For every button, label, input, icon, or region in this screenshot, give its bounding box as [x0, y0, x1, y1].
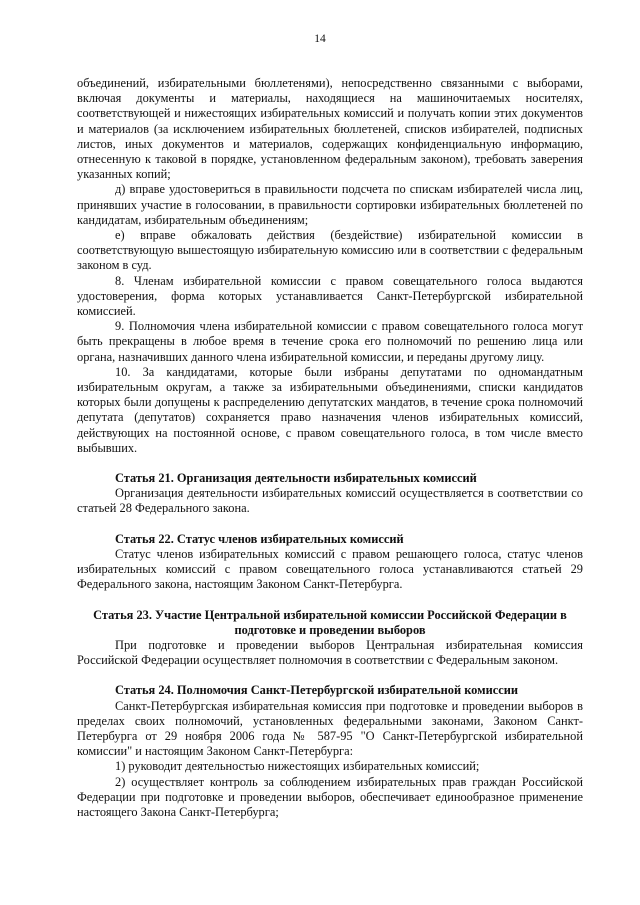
body-paragraph: объединений, избирательными бюллетенями), непосредственно связанными с выборами, включая документы и материалы, находящиеся на машиночитаемых носителях, соответствующей и нижестоящих избирательных комиссий и получать копии этих документов и материалов (за исключением избирательных бюллетеней, списков избирателей, подписных листов, иных документов и материалов, содержащих конфиденциальную информацию, отнесенную к таковой в порядке, установленном федеральным законом), требовать заверения указанных копий;	[77, 76, 583, 182]
body-paragraph: Санкт-Петербургская избирательная комиссия при подготовке и проведении выборов в пределах своих полномочий, установленных федеральными законами, Законом Санкт-Петербурга от 29 ноября 2006 года № 587-95 "О Санкт-Петербургской избирательной комиссии" и настоящим Законом Санкт-Петербурга:	[77, 698, 583, 759]
body-paragraph: 9. Полномочия члена избирательной комиссии с правом совещательного голоса могут быть прекращены в любое время в течение срока его полномочий по решению лица или органа, назначивших данного члена избирательной комиссии, и переданы другому лицу.	[77, 319, 583, 364]
page-number: 14	[314, 33, 326, 45]
article-heading: Статья 21. Организация деятельности избирательных комиссий	[115, 471, 477, 486]
body-paragraph: е) вправе обжаловать действия (бездействие) избирательной комиссии в соответствующую вышестоящую избирательную комиссию или в соответствии с федеральным законом в суд.	[77, 228, 583, 273]
article-heading: Статья 24. Полномочия Санкт-Петербургской избирательной комиссии	[115, 683, 518, 698]
article-heading: Статья 22. Статус членов избирательных комиссий	[115, 531, 404, 546]
article-heading: Статья 23. Участие Центральной избирательной комиссии Российской Федерации в подготовке и проведении выборов	[93, 607, 567, 637]
body-paragraph: Организация деятельности избирательных комиссий осуществляется в соответствии со статьей 28 Федерального закона.	[77, 486, 583, 516]
body-paragraph: Статус членов избирательных комиссий с правом решающего голоса, статус членов избирательных комиссий с правом совещательного голоса устанавливаются статьей 29 Федерального закона, настоящим Законом Санкт-Петербурга.	[77, 546, 583, 592]
document-body	[77, 76, 583, 820]
body-paragraph: 8. Членам избирательной комиссии с правом совещательного голоса выдаются удостоверения, форма которых устанавливается Санкт-Петербургской избирательной комиссией.	[77, 273, 583, 319]
body-paragraph: 10. За кандидатами, которые были избраны депутатами по одномандатным избирательным округам, а также за избирательными объединениями, списки кандидатов которых были допущены к распределению депутатских мандатов, в течение срока полномочий депутата (депутатов) сохраняется право назначения членов избирательных комиссий, действующих на постоянной основе, с правом совещательного голоса, в том числе вместо выбывших.	[77, 364, 583, 455]
body-paragraph: д) вправе удостовериться в правильности подсчета по спискам избирателей числа лиц, принявших участие в голосовании, в правильности сортировки избирательных бюллетеней по кандидатам, избирательным объединениям;	[77, 182, 583, 227]
body-paragraph: 1) руководит деятельностью нижестоящих избирательных комиссий;	[115, 759, 480, 774]
body-paragraph: 2) осуществляет контроль за соблюдением избирательных прав граждан Российской Федерации при подготовке и проведении выборов, обеспечивает единообразное применение настоящего Закона Санкт-Петербурга;	[77, 774, 583, 819]
body-paragraph: При подготовке и проведении выборов Центральная избирательная комиссия Российской Федерации осуществляет полномочия в соответствии с Федеральным законом.	[77, 637, 583, 668]
